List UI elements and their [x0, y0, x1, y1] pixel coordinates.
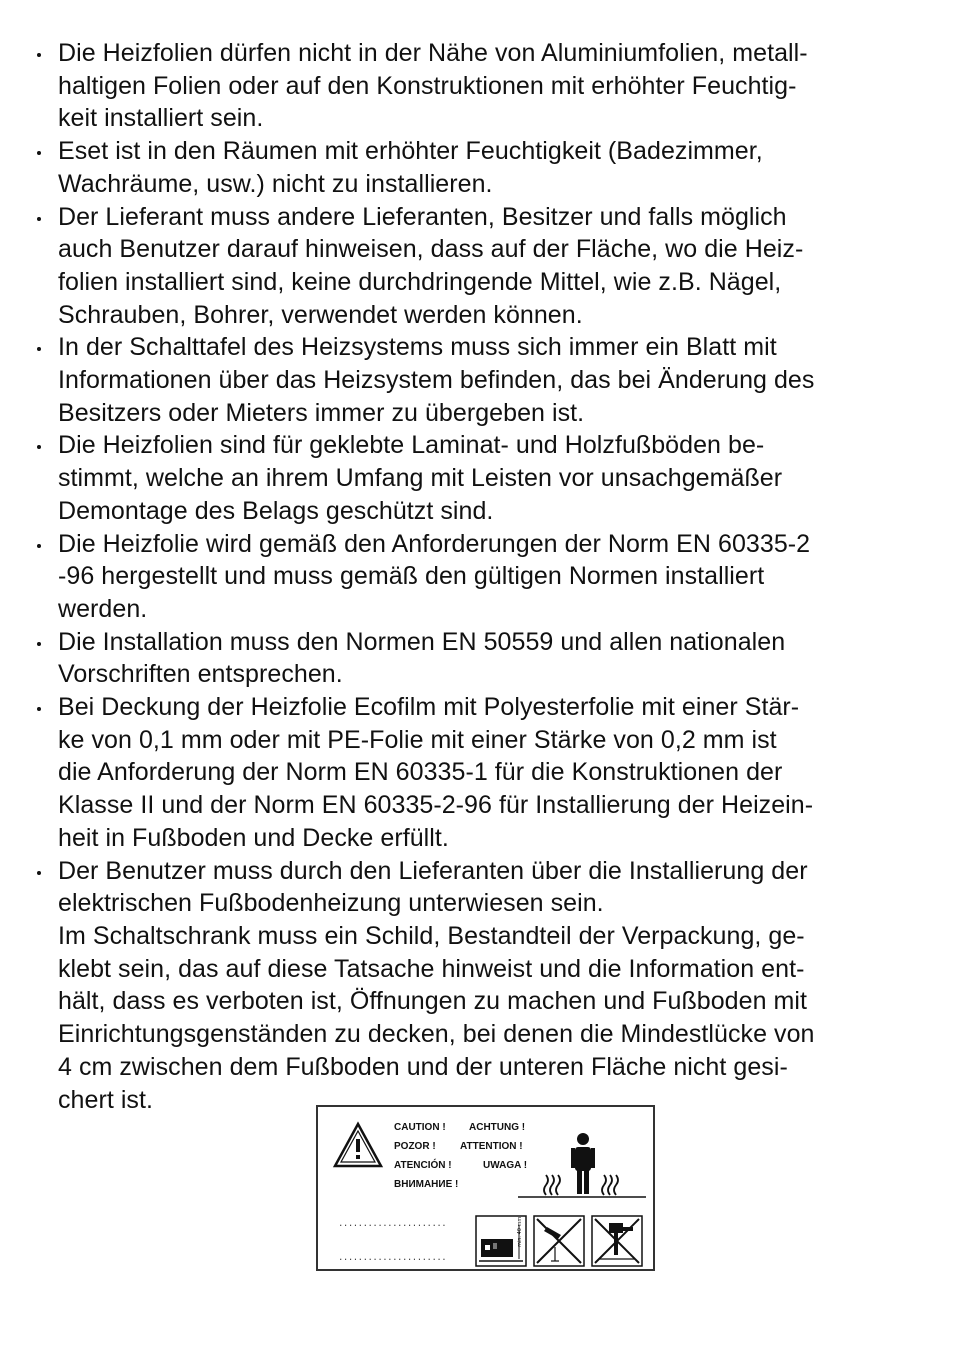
text-line: keit installiert sein. [58, 104, 264, 133]
bullet-dot-icon [37, 347, 41, 351]
text-line: Die Installation muss den Normen EN 50559 und allen nationalen [58, 627, 786, 656]
caution-word-3: POZOR ! [394, 1141, 436, 1152]
text-line: chert ist. [58, 1085, 153, 1114]
list-item [37, 691, 917, 855]
bullet-dot-icon [37, 707, 41, 711]
text-line: In der Schalttafel des Heizsystems muss sich immer ein Blatt mit [58, 333, 777, 362]
text-line: Die Heizfolien sind für geklebte Laminat- und Holzfußböden be- [58, 431, 765, 460]
text-line: Klasse II und der Norm EN 60335-2-96 für Installierung der Heizein- [58, 791, 814, 820]
text-line: Vorschriften entsprechen. [58, 660, 343, 689]
heat-waves-icon [542, 1171, 626, 1197]
warning-label [316, 1105, 655, 1271]
text-line: Die Heizfolien dürfen nicht in der Nähe von Aluminiumfolien, metall- [58, 39, 808, 67]
caution-word-2: ACHTUNG ! [469, 1122, 526, 1133]
bullet-dot-icon [37, 151, 41, 155]
blank-line-1: ...................... [338, 1219, 447, 1229]
list-item [37, 626, 917, 691]
list-item [37, 201, 917, 332]
blank-line-2: ...................... [338, 1253, 447, 1263]
text-line: Wachräume, usw.) nicht zu installieren. [58, 169, 493, 198]
text-line: hält, dass es verboten ist, Öffnungen zu machen und Fußboden mit [58, 987, 808, 1016]
caution-word-7: ВНИМАНИЕ ! [394, 1179, 459, 1190]
list-item [37, 135, 917, 200]
no-nailing-icon [591, 1215, 643, 1267]
text-line: Die Heizfolie wird gemäß den Anforderungen der Norm EN 60335-2 [58, 529, 811, 558]
floor-line [518, 1195, 646, 1199]
warning-triangle-icon [332, 1121, 384, 1169]
text-line: 4 cm zwischen dem Fußboden und der unteren Fläche nicht gesi- [58, 1052, 788, 1081]
text-line: elektrischen Fußbodenheizung unterwiesen sein. [58, 889, 604, 918]
bullet-dot-icon [37, 642, 41, 646]
text-line: auch Benutzer darauf hinweisen, dass auf der Fläche, wo die Heiz- [58, 235, 804, 264]
list-item [37, 331, 917, 429]
caution-word-4: ATTENTION ! [460, 1141, 523, 1152]
text-line: folien installiert sind, keine durchdringende Mittel, wie z.B. Nägel, [58, 267, 782, 296]
list-item [37, 429, 917, 527]
text-line: -96 hergestellt und muss gemäß den gültigen Normen installiert [58, 562, 765, 591]
text-line: Demontage des Belags geschützt sind. [58, 496, 494, 525]
instructions-list [37, 37, 917, 1116]
bullet-dot-icon [37, 53, 41, 57]
text-line: werden. [58, 594, 148, 623]
list-item [37, 528, 917, 626]
caution-word-6: UWAGA ! [483, 1160, 528, 1171]
text-line: Bei Deckung der Heizfolie Ecofilm mit Polyesterfolie mit einer Stär- [58, 693, 800, 722]
list-item [37, 37, 917, 135]
text-line: Im Schaltschrank muss ein Schild, Bestandteil der Verpackung, ge- [58, 921, 805, 950]
text-line: Informationen über das Heizsystem befinden, das bei Änderung des [58, 366, 815, 395]
bullet-dot-icon [37, 217, 41, 221]
text-line: Besitzers oder Mieters immer zu übergeben ist. [58, 398, 585, 427]
text-line: Schrauben, Bohrer, verwendet werden können. [58, 300, 583, 329]
furniture-gap-icon [475, 1215, 527, 1267]
min-gap-text: min. 40 mm [517, 1216, 523, 1247]
text-line: ke von 0,1 mm oder mit PE-Folie mit einer Stärke von 0,2 mm ist [58, 725, 777, 754]
bullet-dot-icon [37, 544, 41, 548]
text-line: Eset ist in den Räumen mit erhöhter Feuchtigkeit (Badezimmer, [58, 137, 763, 166]
bullet-dot-icon [37, 871, 41, 875]
caution-word-5: ATENCIÓN ! [394, 1160, 452, 1171]
text-line: haltigen Folien oder auf den Konstruktionen mit erhöhter Feuchtig- [58, 71, 797, 100]
text-line: Einrichtungsgenständen zu decken, bei denen die Mindestlücke von [58, 1020, 815, 1049]
bullet-dot-icon [37, 445, 41, 449]
no-drilling-icon [533, 1215, 585, 1267]
text-line: Der Lieferant muss andere Lieferanten, Besitzer und falls möglich [58, 202, 787, 231]
text-line: klebt sein, das auf diese Tatsache hinweist und die Information ent- [58, 954, 805, 983]
text-line: heit in Fußboden und Decke erfüllt. [58, 823, 449, 852]
text-line: stimmt, welche an ihrem Umfang mit Leisten vor unsachgemäßer [58, 464, 783, 493]
caution-word-1: CAUTION ! [394, 1122, 446, 1133]
text-line: die Anforderung der Norm EN 60335-1 für die Konstruktionen der [58, 758, 783, 787]
list-item [37, 855, 917, 1117]
text-line: Der Benutzer muss durch den Lieferanten über die Installierung der [58, 856, 808, 885]
